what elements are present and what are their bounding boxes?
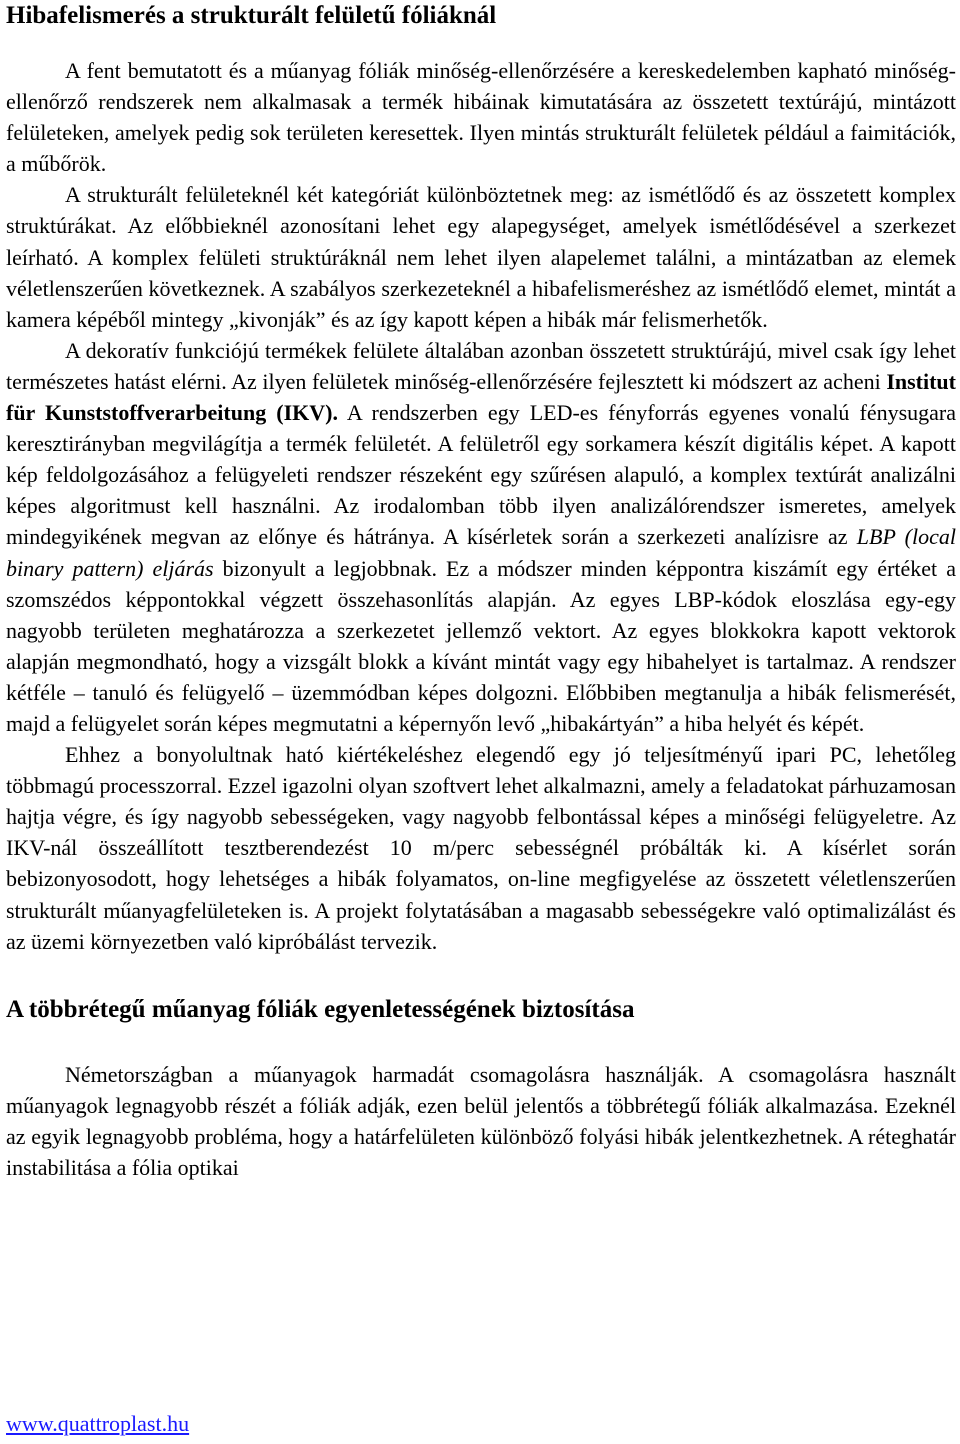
paragraph-1: A fent bemutatott és a műanyag fóliák minőség-ellenőrzésére a kereskedelemben kapható minőség-ellenőrző rendszerek nem alkalmasak a termék hibáinak kimutatására az összetett textúrájú, mintázott felületeken, amelyek pedig sok területen keresettek. Ilyen mintás strukturált felületek például a faimitációk, a műbőrök. bbox=[6, 58, 956, 177]
paragraph-3-text-a: A dekoratív funkciójú termékek felülete általában azonban összetett struktúrájú, mivel csak így lehet természetes hatást elérni. Az ilyen felületek minőség-ellenőrzésére fejlesztett ki módszert az acheni bbox=[6, 337, 956, 394]
lbp-method-term: LBP (local binary pattern) eljárás bbox=[6, 524, 956, 581]
section-multilayer-films bbox=[6, 995, 956, 1183]
paragraph-3 bbox=[6, 335, 956, 739]
paragraph-1: Németországban a műanyagok harmadát csomagolásra használják. A csomagolásra használt műanyagok legnagyobb részét a fóliák adják, ezen belül jelentős a többrétegű fóliák alkalmazása. Ezeknél az egyik legnagyobb probléma, hogy a határfelületen különböző folyási hibák jelentkezhetnek. A réteghatár instabilitása a fólia optikai bbox=[6, 1061, 956, 1180]
section-defect-detection bbox=[6, 1, 956, 957]
paragraph-3-text-b: A rendszerben egy LED-es fényforrás egyenes vonalú fénysugara keresztirányban megvilágítja a termék felületét. A felületről egy sorkamera készít digitális képet. A kapott kép feldolgozásához a felügyeleti rendszer részeként egy szűrésen alapuló, a komplex textúrát analizálni képes algoritmust kell használni. Az irodalomban több ilyen analizálórendszer ismeretes, amelyek mindegyikének megvan az előnye és hátránya. A kísérletek során a szerkezeti analízisre az bbox=[6, 400, 956, 550]
section-title: Hibafelismerés a strukturált felületű fóliáknál bbox=[6, 2, 497, 29]
paragraph-2: A strukturált felületeknél két kategóriát különböztetnek meg: az ismétlődő és az összetett komplex struktúrákat. Az előbbieknél azonosítani lehet egy alapegységet, amelyek ismétlődésével a szerkezet leírható. A komplex felületi struktúráknál nem lehet ilyen alapelemet találni, a mintázatban az elemek véletlenszerűen következnek. A szabályos szerkezeteknél a hibafelismeréshez az ismétlődő elemet, mintát a kamera képéből mintegy „kivonják” és az így kapott képen a hibák már felismerhetők. bbox=[6, 182, 956, 332]
paragraph-3-text-c: bizonyult a legjobbnak. Ez a módszer minden képpontra kiszámít egy értéket a szomszédos képpontokkal végzett összehasonlítás alapján. Az egyes LBP-kódok eloszlása egy-egy nagyobb területen meghatározza a szerkezetet jellemző vektort. Az egyes blokkokra kapott vektorok alapján megmondható, hogy a vizsgált blokk a kívánt mintát vagy egy hibahelyet is tartalmaz. A rendszer kétféle – tanuló és felügyelő – üzemmódban képes dolgozni. Előbbiben megtanulja a hibák felismerését, majd a felügyelet során képes megmutatni a képernyőn levő „hibakártyán” a hiba helyét és képét. bbox=[6, 555, 956, 736]
paragraph-4: Ehhez a bonyolultnak ható kiértékeléshez elegendő egy jó teljesítményű ipari PC, lehetőleg többmagú processzorral. Ezzel igazolni olyan szoftvert lehet alkalmazni, amely a feladatokat párhuzamosan hajtja végre, és így nagyobb sebességeken, vagy nagyobb felbontással képes a minőségi felügyeletre. Az IKV-nál összeállított tesztberendezést 10 m/perc sebességnél próbálták ki. A kísérlet során bebizonyosodott, hogy lehetséges a hibák folyamatos, on-line megfigyelése az összetett véletlenszerűen strukturált műanyagfelületeken is. A projekt folytatásában a magasabb sebességekre való optimalizálást és az üzemi környezetben való kipróbálást tervezik. bbox=[6, 742, 956, 954]
website-link[interactable]: www.quattroplast.hu bbox=[6, 1411, 190, 1436]
document-page bbox=[6, 0, 956, 1183]
institute-name: Institut für Kunststoffverarbeitung (IKV). bbox=[6, 368, 956, 426]
section-title: A többrétegű műanyag fóliák egyenletességének biztosítása bbox=[6, 995, 635, 1023]
